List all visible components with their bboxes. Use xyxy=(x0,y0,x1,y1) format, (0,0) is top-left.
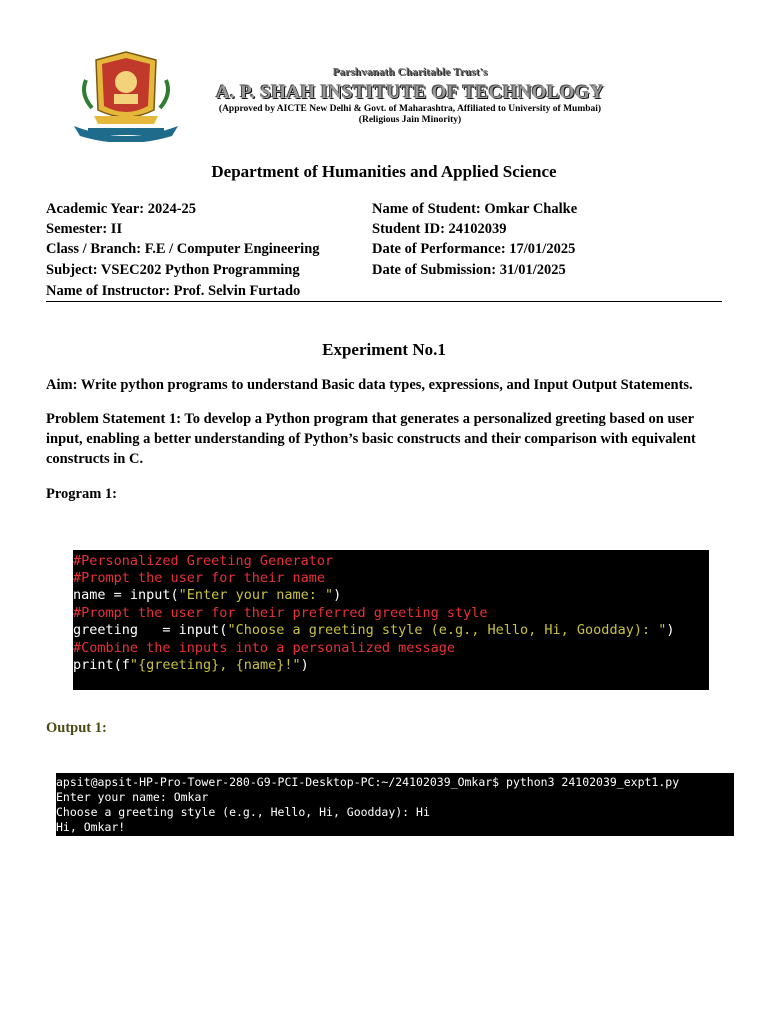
code-token: print(f xyxy=(73,657,130,673)
code-line xyxy=(73,570,325,587)
terminal-line: apsit@apsit-HP-Pro-Tower-280-G9-PCI-Desktop-PC:~/24102039_Omkar$ python3 24102039_expt1.py xyxy=(56,775,680,789)
code-line xyxy=(73,657,309,674)
code-token: "Choose a greeting style (e.g., Hello, Hi, Goodday): " xyxy=(227,622,667,638)
class-branch: Class / Branch: F.E / Computer Engineering xyxy=(46,241,320,257)
letterhead xyxy=(0,0,768,150)
header-divider xyxy=(46,301,722,302)
student-name: Name of Student: Omkar Chalke xyxy=(372,201,578,217)
program-label: Program 1: xyxy=(46,486,117,502)
terminal-line: Enter your name: Omkar xyxy=(56,790,209,804)
problem-statement: Problem Statement 1: To develop a Python program that generates a personalized greeting based on user input, enabling a better understanding of Python’s basic constructs and their comparison with equivalent constructs in C. xyxy=(46,411,696,467)
date-of-submission: Date of Submission: 31/01/2025 xyxy=(372,262,566,278)
code-line xyxy=(73,622,674,639)
code-token: name = input( xyxy=(73,587,179,603)
output-label: Output 1: xyxy=(46,720,107,736)
terminal-line: Choose a greeting style (e.g., Hello, Hi, Goodday): Hi xyxy=(56,805,430,819)
approval-line: (Approved by AICTE New Delhi & Govt. of Maharashtra, Affiliated to University of Mumbai) xyxy=(218,104,602,114)
code-token: "Enter your name: " xyxy=(178,587,334,603)
terminal-output-block xyxy=(56,773,734,836)
code-token: #Prompt the user for their name xyxy=(73,570,325,586)
institute-name: A. P. SHAH INSTITUTE OF TECHNOLOGY xyxy=(215,82,604,103)
code-line xyxy=(73,605,488,622)
semester: Semester: II xyxy=(46,221,123,237)
code-line xyxy=(73,587,341,604)
code-token: #Prompt the user for their preferred greeting style xyxy=(73,605,488,621)
minority-line: (Religious Jain Minority) xyxy=(358,115,462,125)
student-id: Student ID: 24102039 xyxy=(372,221,507,237)
code-token: #Personalized Greeting Generator xyxy=(73,553,334,569)
code-token: ) xyxy=(333,587,342,603)
code-line xyxy=(73,640,455,657)
code-token: greeting = input( xyxy=(73,622,228,638)
subject: Subject: VSEC202 Python Programming xyxy=(46,262,300,278)
code-token: #Combine the inputs into a personalized message xyxy=(73,640,456,656)
instructor: Name of Instructor: Prof. Selvin Furtado xyxy=(46,283,301,299)
program-code-block xyxy=(73,550,709,690)
code-line xyxy=(73,553,333,570)
aim: Aim: Write python programs to understand Basic data types, expressions, and Input Output Statements. xyxy=(46,377,693,393)
code-token: ) xyxy=(300,657,309,673)
institute-logo xyxy=(66,50,186,142)
date-of-performance: Date of Performance: 17/01/2025 xyxy=(372,241,576,257)
academic-year: Academic Year: 2024-25 xyxy=(46,201,197,217)
experiment-title: Experiment No.1 xyxy=(322,340,446,359)
code-token: ) xyxy=(666,622,675,638)
trust-name: Parshvanath Charitable Trust's xyxy=(332,66,488,78)
code-token: "{greeting}, {name}!" xyxy=(129,657,301,673)
terminal-line: Hi, Omkar! xyxy=(56,820,126,834)
department-title: Department of Humanities and Applied Science xyxy=(211,162,557,181)
